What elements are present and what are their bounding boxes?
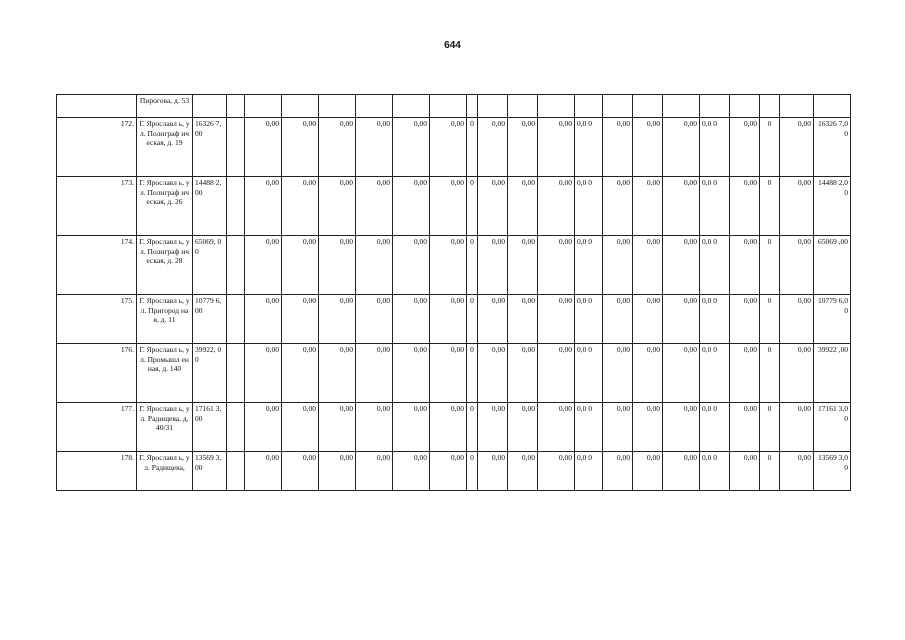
- cell-blank: [227, 452, 245, 491]
- cell: [633, 95, 663, 118]
- table-row-continuation: [57, 95, 851, 118]
- cell-zero-split: 0,0 0: [700, 118, 730, 177]
- cell-zero: 0,00: [430, 236, 467, 295]
- cell-zero: 0,00: [663, 118, 700, 177]
- cell-zero: 0,00: [430, 403, 467, 452]
- cell-zero: 0,00: [538, 177, 575, 236]
- cell-zero: 0,00: [319, 118, 356, 177]
- cell-zero: 0,00: [603, 344, 633, 403]
- cell-zero: 0,00: [356, 236, 393, 295]
- cell: [319, 95, 356, 118]
- cell-zero: 0,00: [508, 236, 538, 295]
- cell-row-number: 176.: [57, 344, 137, 403]
- cell-total: 13569 3,00: [814, 452, 851, 491]
- cell-zero-split: 0,0 0: [700, 295, 730, 344]
- cell-zero: 0,00: [538, 452, 575, 491]
- table-row: [57, 344, 851, 403]
- cell-total: 14488 2,00: [814, 177, 851, 236]
- cell-blank: [227, 403, 245, 452]
- cell-blank: [227, 177, 245, 236]
- cell-zero: 0,00: [730, 344, 760, 403]
- cell-zero: 0,00: [603, 295, 633, 344]
- cell-zero-int: 0: [760, 403, 780, 452]
- cell-zero: 0,00: [508, 177, 538, 236]
- cell-row-number: 178.: [57, 452, 137, 491]
- cell-zero-split: 0,0 0: [575, 344, 603, 403]
- cell-zero-int: 0: [760, 177, 780, 236]
- cell-zero: 0,00: [478, 452, 508, 491]
- cell-zero-int: 0: [760, 236, 780, 295]
- cell-address: Г. Ярославл ь, ул. Радищева, д. 40/31: [137, 403, 193, 452]
- cell-zero: 0,00: [633, 403, 663, 452]
- cell-zero: 0,00: [356, 403, 393, 452]
- cell-zero: 0,00: [282, 236, 319, 295]
- cell-first-value: 65069, 00: [193, 236, 227, 295]
- data-table: [56, 94, 851, 491]
- cell-zero-split: 0,0 0: [575, 452, 603, 491]
- cell-row-number: 175.: [57, 295, 137, 344]
- cell-zero: 0,00: [319, 344, 356, 403]
- cell-zero: 0,00: [245, 118, 282, 177]
- cell-zero-split: 0,0 0: [700, 236, 730, 295]
- cell-zero-int: 0: [467, 403, 478, 452]
- cell: [538, 95, 575, 118]
- cell-total: 16326 7,00: [814, 118, 851, 177]
- table-row: [57, 403, 851, 452]
- cell: [663, 95, 700, 118]
- cell: [760, 95, 780, 118]
- cell-zero-split: 0,0 0: [575, 295, 603, 344]
- cell-zero: 0,00: [508, 118, 538, 177]
- cell-zero-int: 0: [467, 344, 478, 403]
- cell-zero: 0,00: [245, 403, 282, 452]
- cell-zero-int: 0: [467, 452, 478, 491]
- cell: [356, 95, 393, 118]
- cell-zero: 0,00: [633, 344, 663, 403]
- cell-zero-int: 0: [467, 177, 478, 236]
- cell-zero: 0,00: [478, 236, 508, 295]
- cell-zero: 0,00: [603, 236, 633, 295]
- cell-zero: 0,00: [319, 452, 356, 491]
- table-row: [57, 236, 851, 295]
- cell-zero: 0,00: [538, 295, 575, 344]
- cell-zero: 0,00: [430, 452, 467, 491]
- cell-zero: 0,00: [282, 295, 319, 344]
- cell-zero: 0,00: [780, 177, 814, 236]
- cell-zero: 0,00: [538, 118, 575, 177]
- cell-zero: 0,00: [633, 118, 663, 177]
- cell-first-value: 14488 2,00: [193, 177, 227, 236]
- cell-zero-split: 0,0 0: [575, 403, 603, 452]
- cell-zero-int: 0: [760, 118, 780, 177]
- cell-zero-split: 0,0 0: [575, 236, 603, 295]
- cell: [730, 95, 760, 118]
- cell-blank: [227, 118, 245, 177]
- cell-zero: 0,00: [478, 177, 508, 236]
- cell-zero: 0,00: [780, 236, 814, 295]
- cell-zero: 0,00: [730, 403, 760, 452]
- cell-zero: 0,00: [393, 452, 430, 491]
- cell-zero: 0,00: [508, 403, 538, 452]
- cell-zero: 0,00: [356, 344, 393, 403]
- cell-zero: 0,00: [245, 236, 282, 295]
- cell-first-value: 13569 3,00: [193, 452, 227, 491]
- cell-zero: 0,00: [780, 403, 814, 452]
- cell-zero: 0,00: [245, 177, 282, 236]
- cell-total: 17161 3,00: [814, 403, 851, 452]
- cell-blank: [227, 295, 245, 344]
- cell-zero: 0,00: [430, 177, 467, 236]
- cell-zero: 0,00: [393, 118, 430, 177]
- cell: [245, 95, 282, 118]
- cell: [193, 95, 227, 118]
- cell-zero: 0,00: [633, 295, 663, 344]
- cell: [780, 95, 814, 118]
- cell-zero: 0,00: [663, 295, 700, 344]
- cell-zero-split: 0,0 0: [575, 118, 603, 177]
- cell-zero: 0,00: [356, 118, 393, 177]
- cell-zero-int: 0: [760, 295, 780, 344]
- cell-row-number: 172.: [57, 118, 137, 177]
- cell-address: Г. Ярославл ь, ул. Полиграф ическая, д. 26: [137, 177, 193, 236]
- cell-row-number: 177.: [57, 403, 137, 452]
- cell-zero: 0,00: [633, 236, 663, 295]
- cell-zero: 0,00: [478, 118, 508, 177]
- cell-first-value: 39922, 00: [193, 344, 227, 403]
- cell-zero: 0,00: [730, 118, 760, 177]
- cell-zero-split: 0,0 0: [700, 403, 730, 452]
- cell-total: 10779 6,00: [814, 295, 851, 344]
- cell-total: 39922 ,00: [814, 344, 851, 403]
- cell-zero: 0,00: [393, 403, 430, 452]
- page-number: 644: [444, 40, 461, 51]
- cell-address: Г. Ярославл ь, ул. Промышл енная, д. 140: [137, 344, 193, 403]
- cell-blank: [227, 236, 245, 295]
- cell: [575, 95, 603, 118]
- cell-zero: 0,00: [603, 118, 633, 177]
- cell: [700, 95, 730, 118]
- table-row: [57, 295, 851, 344]
- cell-zero: 0,00: [780, 118, 814, 177]
- cell-zero-int: 0: [467, 236, 478, 295]
- cell-zero: 0,00: [603, 177, 633, 236]
- cell-zero: 0,00: [282, 344, 319, 403]
- cell-zero-split: 0,0 0: [700, 177, 730, 236]
- cell-zero: 0,00: [282, 452, 319, 491]
- cell-zero: 0,00: [508, 344, 538, 403]
- cell-blank: [227, 344, 245, 403]
- cell-zero: 0,00: [356, 452, 393, 491]
- cell-zero: 0,00: [245, 452, 282, 491]
- cell: [814, 95, 851, 118]
- cell-zero: 0,00: [393, 236, 430, 295]
- cell: [393, 95, 430, 118]
- cell: [508, 95, 538, 118]
- cell-zero-int: 0: [760, 344, 780, 403]
- cell-row-number: 174.: [57, 236, 137, 295]
- cell-zero-int: 0: [760, 452, 780, 491]
- cell-zero: 0,00: [730, 236, 760, 295]
- cell-zero: 0,00: [478, 344, 508, 403]
- cell: [467, 95, 478, 118]
- cell-zero-int: 0: [467, 295, 478, 344]
- cell-zero: 0,00: [393, 177, 430, 236]
- cell-zero: 0,00: [245, 344, 282, 403]
- cell-zero: 0,00: [508, 295, 538, 344]
- cell-zero: 0,00: [780, 452, 814, 491]
- cell-zero: 0,00: [538, 344, 575, 403]
- cell-zero: 0,00: [538, 403, 575, 452]
- cell-zero: 0,00: [663, 177, 700, 236]
- cell-zero: 0,00: [663, 236, 700, 295]
- cell-zero: 0,00: [478, 403, 508, 452]
- cell-zero: 0,00: [282, 177, 319, 236]
- cell-zero: 0,00: [430, 118, 467, 177]
- cell-zero: 0,00: [430, 344, 467, 403]
- cell-zero: 0,00: [282, 403, 319, 452]
- cell-zero: 0,00: [663, 452, 700, 491]
- cell-num: [57, 95, 137, 118]
- cell: [603, 95, 633, 118]
- cell-zero: 0,00: [780, 295, 814, 344]
- cell: [227, 95, 245, 118]
- cell-zero: 0,00: [633, 177, 663, 236]
- cell-zero: 0,00: [663, 403, 700, 452]
- cell-total: 65069 ,00: [814, 236, 851, 295]
- cell-zero: 0,00: [319, 177, 356, 236]
- table-row: [57, 177, 851, 236]
- cell-zero: 0,00: [730, 295, 760, 344]
- cell-zero: 0,00: [730, 177, 760, 236]
- cell-zero: 0,00: [603, 452, 633, 491]
- cell-address: Пирогова, д. 53: [137, 95, 193, 118]
- cell-zero-split: 0,0 0: [575, 177, 603, 236]
- cell-address: Г. Ярославл ь, ул. Полиграф ическая, д. 28: [137, 236, 193, 295]
- cell-zero: 0,00: [603, 403, 633, 452]
- cell-zero: 0,00: [393, 295, 430, 344]
- cell-zero: 0,00: [282, 118, 319, 177]
- cell-zero: 0,00: [538, 236, 575, 295]
- cell-zero: 0,00: [319, 295, 356, 344]
- cell-row-number: 173.: [57, 177, 137, 236]
- cell-zero: 0,00: [393, 344, 430, 403]
- cell-zero: 0,00: [356, 295, 393, 344]
- cell-zero-int: 0: [467, 118, 478, 177]
- cell-address: Г. Ярославл ь, ул. Пригород ная, д. 11: [137, 295, 193, 344]
- cell-first-value: 16326 7,00: [193, 118, 227, 177]
- cell: [478, 95, 508, 118]
- cell-zero: 0,00: [430, 295, 467, 344]
- cell-address: Г. Ярославл ь, ул. Радищева,: [137, 452, 193, 491]
- cell-zero: 0,00: [319, 236, 356, 295]
- cell-zero: 0,00: [319, 403, 356, 452]
- cell-zero: 0,00: [780, 344, 814, 403]
- cell-zero-split: 0,0 0: [700, 452, 730, 491]
- cell-zero: 0,00: [245, 295, 282, 344]
- cell-zero: 0,00: [633, 452, 663, 491]
- cell-first-value: 10779 6,00: [193, 295, 227, 344]
- cell-zero: 0,00: [356, 177, 393, 236]
- cell: [430, 95, 467, 118]
- cell-address: Г. Ярославл ь, ул. Полиграф ическая, д. 19: [137, 118, 193, 177]
- cell-zero: 0,00: [663, 344, 700, 403]
- cell-zero: 0,00: [508, 452, 538, 491]
- cell-zero-split: 0,0 0: [700, 344, 730, 403]
- cell-zero: 0,00: [478, 295, 508, 344]
- cell-first-value: 17161 3,00: [193, 403, 227, 452]
- table-row: [57, 118, 851, 177]
- table-row: [57, 452, 851, 491]
- cell-zero: 0,00: [730, 452, 760, 491]
- cell: [282, 95, 319, 118]
